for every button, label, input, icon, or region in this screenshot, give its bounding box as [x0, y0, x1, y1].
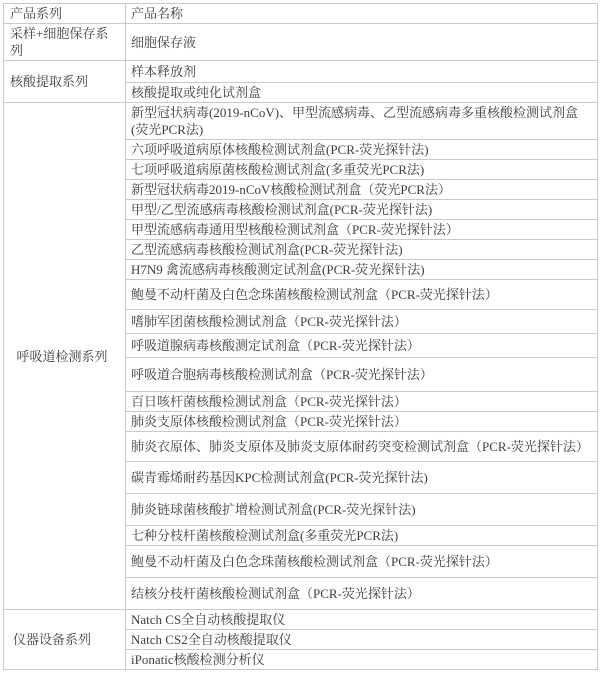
product-cell: 新型冠状病毒(2019-nCoV)、甲型流感病毒、乙型流感病毒多重核酸检测试剂盒(荧光PCR法) — [126, 103, 598, 140]
product-cell: 乙型流感病毒核酸检测试剂盒(PCR-荧光探针法) — [126, 240, 598, 260]
table-row — [4, 61, 598, 83]
product-cell: 结核分枝杆菌核酸检测试剂盒（PCR-荧光探针法） — [126, 578, 598, 610]
header-row — [4, 4, 598, 24]
series-cell-sampling: 采样+细胞保存系列 — [4, 24, 126, 61]
product-cell: 呼吸道腺病毒核酸测定试剂盒（PCR-荧光探针法） — [126, 334, 598, 358]
products-table — [3, 3, 598, 670]
product-cell: 肺炎链球菌核酸扩增检测试剂盒(PCR-荧光探针法) — [126, 494, 598, 526]
product-cell: 样本释放剂 — [126, 61, 598, 83]
product-cell: 六项呼吸道病原体核酸检测试剂盒(PCR-荧光探针法) — [126, 140, 598, 160]
product-cell: 核酸提取或纯化试剂盒 — [126, 83, 598, 103]
column-header-series: 产品系列 — [4, 4, 126, 24]
product-cell: H7N9 禽流感病毒核酸测定试剂盒(PCR-荧光探针法) — [126, 260, 598, 280]
product-cell: 呼吸道合胞病毒核酸检测试剂盒（PCR-荧光探针法） — [126, 358, 598, 392]
product-cell: 嗜肺军团菌核酸检测试剂盒（PCR-荧光探针法） — [126, 310, 598, 334]
product-cell: 细胞保存液 — [126, 24, 598, 61]
product-cell: 百日咳杆菌核酸检测试剂盒（PCR-荧光探针法） — [126, 392, 598, 412]
product-cell: 七项呼吸道病原菌核酸检测试剂盒(多重荧光PCR法) — [126, 160, 598, 180]
product-cell: 肺炎衣原体、肺炎支原体及肺炎支原体耐药突变检测试剂盒（PCR-荧光探针法） — [126, 432, 598, 462]
series-cell-respiratory: 呼吸道检测系列 — [4, 103, 126, 610]
product-cell: 碳青霉烯耐药基因KPC检测试剂盒(PCR-荧光探针法) — [126, 462, 598, 494]
series-cell-extraction: 核酸提取系列 — [4, 61, 126, 103]
product-cell: 鲍曼不动杆菌及白色念珠菌核酸检测试剂盒（PCR-荧光探针法） — [126, 280, 598, 310]
product-cell: 鲍曼不动杆菌及白色念珠菌核酸检测试剂盒（PCR-荧光探针法） — [126, 546, 598, 578]
product-cell: 甲型流感病毒通用型核酸检测试剂盒（PCR-荧光探针法） — [126, 220, 598, 240]
table-row — [4, 24, 598, 61]
product-cell: 七种分枝杆菌核酸检测试剂盒(多重荧光PCR法) — [126, 526, 598, 546]
series-cell-instruments: 仪器设备系列 — [4, 610, 126, 670]
product-cell: 新型冠状病毒2019-nCoV核酸检测试剂盒（荧光PCR法） — [126, 180, 598, 200]
table-row — [4, 610, 598, 630]
product-cell: 甲型/乙型流感病毒核酸检测试剂盒(PCR-荧光探针法) — [126, 200, 598, 220]
product-cell: 肺炎支原体核酸检测试剂盒（PCR-荧光探针法） — [126, 412, 598, 432]
product-cell: Natch CS2全自动核酸提取仪 — [126, 630, 598, 650]
column-header-product: 产品名称 — [126, 4, 598, 24]
table-row — [4, 103, 598, 140]
product-cell: Natch CS全自动核酸提取仪 — [126, 610, 598, 630]
product-cell: iPonatic核酸检测分析仪 — [126, 650, 598, 670]
